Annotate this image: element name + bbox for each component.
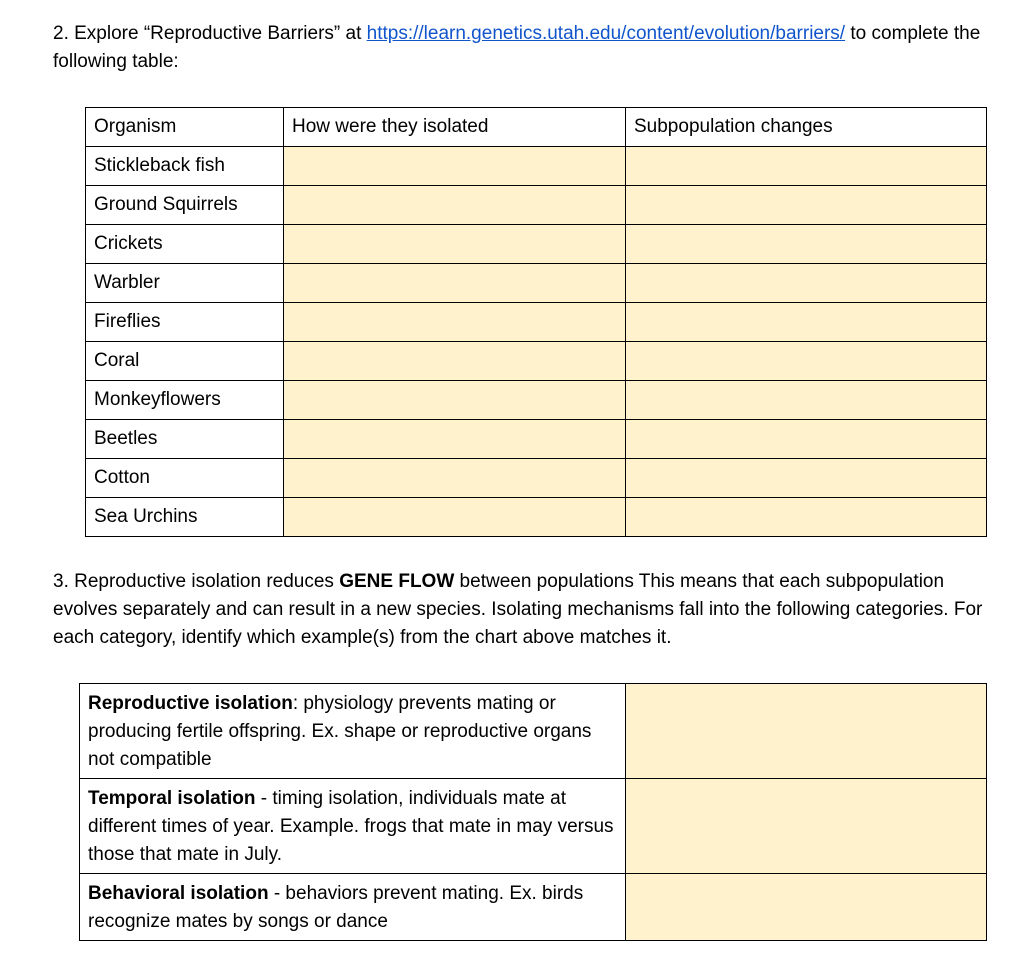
isolation-answer-cell[interactable]: [284, 147, 626, 186]
changes-answer-cell[interactable]: [626, 186, 987, 225]
q3-part2: between populations This means that each subpopulation evolves separately and can result in a new species. Isolating mechanisms fall into the following categories. For each category, identify which example(s) from the chart above matches it.: [53, 571, 983, 648]
q2-prefix: 2. Explore “Reproductive Barriers” at: [53, 23, 367, 44]
organism-cell: Beetles: [86, 420, 284, 459]
table-row: [86, 459, 987, 498]
organism-cell: Monkeyflowers: [86, 381, 284, 420]
changes-answer-cell[interactable]: [626, 420, 987, 459]
organism-cell: Fireflies: [86, 303, 284, 342]
organism-cell: Ground Squirrels: [86, 186, 284, 225]
table-row: [86, 264, 987, 303]
organism-cell: Coral: [86, 342, 284, 381]
isolation-answer-cell[interactable]: [284, 303, 626, 342]
changes-answer-cell[interactable]: [626, 225, 987, 264]
category-answer-cell[interactable]: [625, 874, 986, 941]
organism-cell: Sea Urchins: [86, 498, 284, 537]
isolation-answer-cell[interactable]: [284, 264, 626, 303]
category-term: Behavioral isolation: [88, 883, 269, 904]
header-how-isolated: How were they isolated: [284, 108, 626, 147]
barriers-link[interactable]: https://learn.genetics.utah.edu/content/evolution/barriers/: [366, 23, 846, 44]
table-row: [80, 874, 987, 941]
changes-answer-cell[interactable]: [626, 381, 987, 420]
table-row: [86, 381, 987, 420]
table-row: [86, 342, 987, 381]
organism-cell: Cotton: [86, 459, 284, 498]
organism-table: [85, 107, 987, 537]
category-term: Reproductive isolation: [88, 693, 293, 714]
q3-bold-term: GENE FLOW: [339, 571, 455, 592]
changes-answer-cell[interactable]: [626, 498, 987, 537]
category-description: [80, 779, 626, 874]
q2-suffix: to complete the following table:: [53, 23, 981, 72]
changes-answer-cell[interactable]: [626, 459, 987, 498]
category-text: : physiology prevents mating or producing fertile offspring. Ex. shape or reproductive organs not compatible: [88, 693, 592, 770]
category-text: - behaviors prevent mating. Ex. birds recognize mates by songs or dance: [88, 883, 584, 932]
changes-answer-cell[interactable]: [626, 342, 987, 381]
header-organism: Organism: [86, 108, 284, 147]
table-row: [86, 225, 987, 264]
category-answer-cell[interactable]: [625, 779, 986, 874]
organism-cell: Warbler: [86, 264, 284, 303]
organism-cell: Crickets: [86, 225, 284, 264]
table-row: [80, 684, 987, 779]
changes-answer-cell[interactable]: [626, 147, 987, 186]
isolation-answer-cell[interactable]: [284, 459, 626, 498]
isolation-answer-cell[interactable]: [284, 186, 626, 225]
table-row: [86, 186, 987, 225]
table-row: [86, 420, 987, 459]
category-answer-cell[interactable]: [625, 684, 986, 779]
category-description: [80, 874, 626, 941]
table-row: [80, 779, 987, 874]
category-text: - timing isolation, individuals mate at different times of year. Example. frogs that mate in may versus those that mate in July.: [88, 788, 614, 865]
category-term: Temporal isolation: [88, 788, 256, 809]
isolation-answer-cell[interactable]: [284, 498, 626, 537]
isolation-answer-cell[interactable]: [284, 342, 626, 381]
table-row: [86, 147, 987, 186]
organism-cell: Stickleback fish: [86, 147, 284, 186]
changes-answer-cell[interactable]: [626, 264, 987, 303]
table-row: [86, 498, 987, 537]
category-description: [80, 684, 626, 779]
q3-part1: 3. Reproductive isolation reduces: [53, 571, 340, 592]
isolation-categories-table: [79, 683, 987, 941]
table-header-row: [86, 108, 987, 147]
isolation-answer-cell[interactable]: [284, 381, 626, 420]
isolation-answer-cell[interactable]: [284, 420, 626, 459]
header-subpopulation-changes: Subpopulation changes: [626, 108, 987, 147]
table-row: [86, 303, 987, 342]
changes-answer-cell[interactable]: [626, 303, 987, 342]
isolation-answer-cell[interactable]: [284, 225, 626, 264]
question-2-text: [53, 20, 993, 76]
question-3-text: [53, 568, 1003, 652]
